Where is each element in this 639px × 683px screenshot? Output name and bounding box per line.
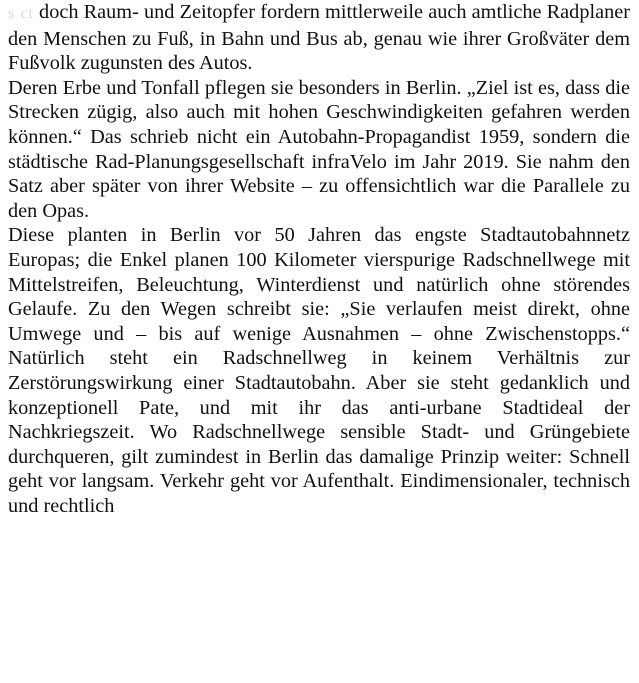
paragraph-3: Diese planten in Berlin vor 50 Jahren das engste Stadtautobahnnetz Europas; die Enkel planen 100 Kilometer vierspurige Radschnellwege mit Mittelstreifen, Beleuchtung, Winterdienst und natürlich ohne störendes Gelaufe. Zu den Wegen schreibt sie: „Sie verlaufen meist direkt, ohne Umwege und – bis auf wenige Ausnahmen – ohne Zwischenstopps.“ Natürlich steht ein Radschnellweg in keinem Verhältnis zur Zerstörungswirkung einer Stadtautobahn. Aber sie steht gedanklich und konzeptionell Pate, und mit ihr das anti-urbane Stadtideal der Nachkriegszeit. Wo Radschnellwege sensible Stadt- und Grüngebiete durchqueren, gilt zumindest in Berlin das damalige Prinzip weiter: Schnell geht vor langsam. Verkehr geht vor Aufenthalt. Eindimensionaler, technisch und rechtlich [8, 224, 630, 517]
paragraph-1 [8, 0, 630, 76]
article-text [8, 0, 630, 518]
paragraph-2: Deren Erbe und Tonfall pflegen sie besonders in Berlin. „Ziel ist es, dass die Strecken zügig, also auch mit hohen Geschwindigkeiten gefahren werden können.“ Das schrieb nicht ein Autobahn-Propagandist 1959, sondern die städtische Rad-Planungsgesellschaft infraVelo im Jahr 2019. Sie nahm den Satz aber später von ihrer Website – zu offensichtlich war die Parallele zu den Opas. [8, 76, 630, 222]
faint-fragment: s ct [8, 5, 34, 22]
paragraph-1-text: doch Raum- und Zeitopfer fordern mittlerweile auch amtliche Radplaner den Menschen zu Fuß, in Bahn und Bus ab, genau wie ihrer Großväter dem Fußvolk zugunsten des Autos. [8, 1, 630, 75]
